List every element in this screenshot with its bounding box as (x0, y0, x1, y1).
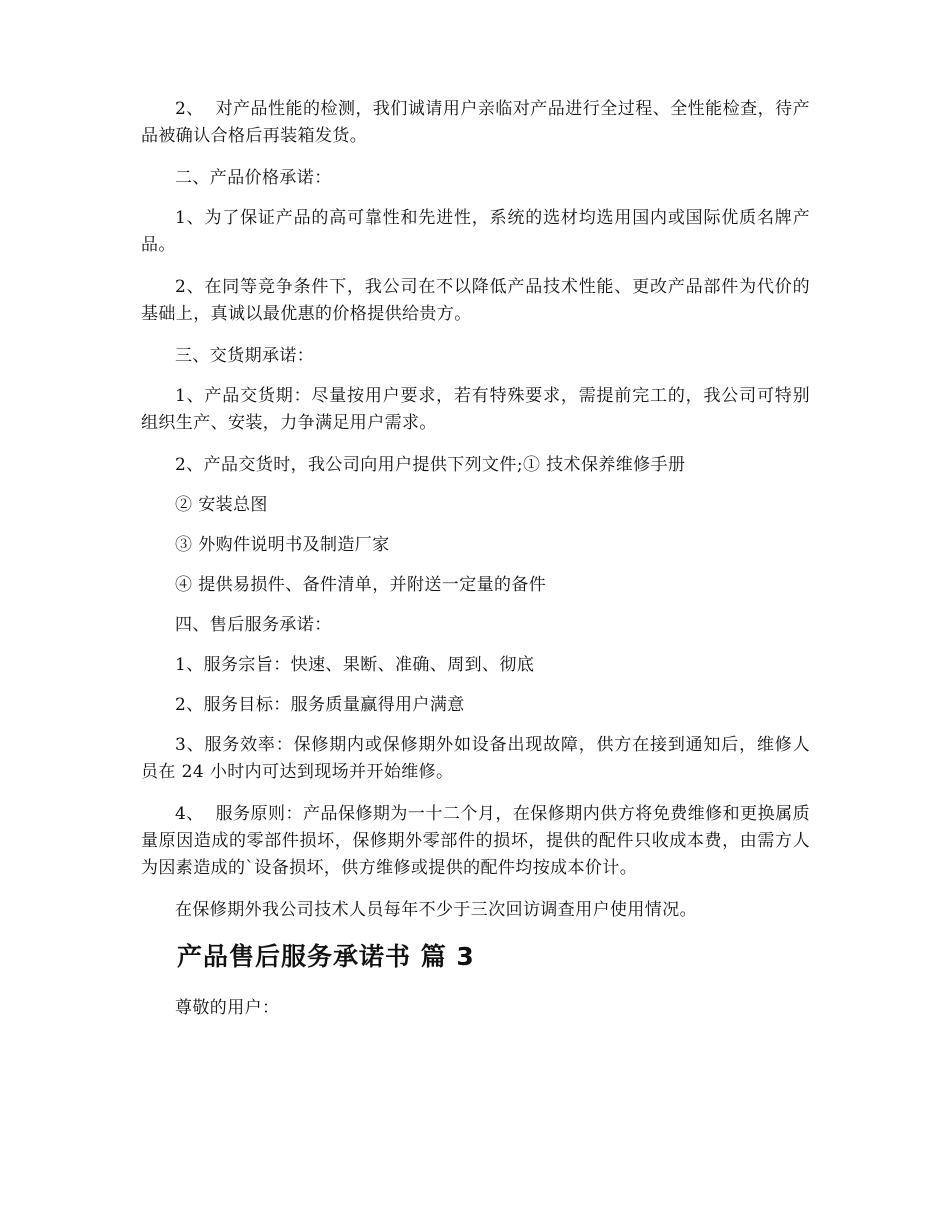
paragraph-price-2: 2、在同等竞争条件下，我公司在不以降低产品技术性能、更改产品部件为代价的基础上，真诚以最优惠的价格提供给贵方。 (141, 277, 810, 324)
paragraph-delivery-2: 2、产品交货时，我公司向用户提供下列文件;① 技术保养维修手册 (175, 455, 686, 475)
list-item-purchased-parts: ③ 外购件说明书及制造厂家 (175, 535, 390, 555)
greeting: 尊敬的用户： (175, 998, 280, 1018)
paragraph-service-goal: 2、服务目标：服务质量赢得用户满意 (175, 695, 465, 715)
list-item-spare-parts: ④ 提供易损件、备件清单，并附送一定量的备件 (175, 575, 547, 595)
paragraph-delivery-1: 1、产品交货期：尽量按用户要求，若有特殊要求，需提前完工的，我公司可特别组织生产、安装，力争满足用户需求。 (141, 386, 810, 433)
paragraph-service-principle: 4、 服务原则：产品保修期为一十二个月，在保修期内供方将免费维修和更换属质量原因造成的零部件损坏，保修期外零部件的损坏，提供的配件只收成本费，由需方人为因素造成的`设备损坏，供方维修或提供的配件均按成本价计。 (141, 804, 810, 878)
paragraph-service-efficiency: 3、服务效率：保修期内或保修期外如设备出现故障，供方在接到通知后，维修人员在 24 小时内可达到现场并开始维修。 (141, 735, 810, 782)
document-body (141, 96, 810, 1037)
paragraph-performance-inspection: 2、 对产品性能的检测，我们诚请用户亲临对产品进行全过程、全性能检查，待产品被确认合格后再装箱发货。 (141, 99, 810, 146)
paragraph-follow-up-visits: 在保修期外我公司技术人员每年不少于三次回访调查用户使用情况。 (175, 900, 697, 920)
heading-delivery-commitment: 三、交货期承诺： (175, 346, 315, 366)
list-item-install-drawing: ② 安装总图 (175, 495, 268, 515)
paragraph-price-1: 1、为了保证产品的高可靠性和先进性，系统的选材均选用国内或国际优质名牌产品。 (141, 208, 810, 255)
heading-price-commitment: 二、产品价格承诺： (175, 168, 332, 188)
section-title: 产品售后服务承诺书 篇 3 (177, 942, 475, 971)
heading-after-sales: 四、售后服务承诺： (175, 615, 332, 635)
paragraph-service-purpose: 1、服务宗旨：快速、果断、准确、周到、彻底 (175, 655, 535, 675)
